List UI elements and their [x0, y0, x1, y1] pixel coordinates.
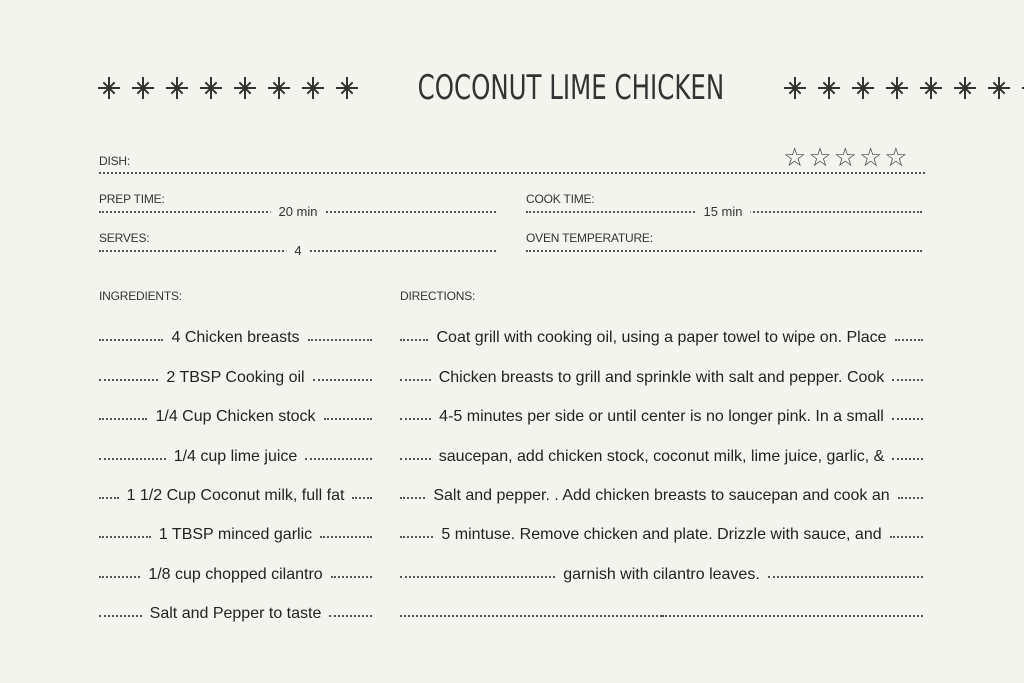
- direction-row[interactable]: [400, 604, 923, 624]
- sparkle-star-icon: [886, 77, 908, 99]
- cook-time-value: 15 min: [695, 204, 750, 219]
- ingredient-text: 2 TBSP Cooking oil: [166, 369, 305, 386]
- direction-row[interactable]: [400, 565, 923, 585]
- sparkle-star-icon: [784, 77, 806, 99]
- sparkle-star-icon: [818, 77, 840, 99]
- ingredient-row[interactable]: [99, 368, 372, 388]
- star-outline-icon[interactable]: ☆: [858, 143, 883, 173]
- direction-row[interactable]: [400, 486, 923, 506]
- sparkle-star-icon: [954, 77, 976, 99]
- prep-time-label: PREP TIME:: [99, 192, 165, 206]
- sparkle-star-icon: [234, 77, 256, 99]
- star-outline-icon[interactable]: ☆: [808, 143, 832, 173]
- ingredient-row[interactable]: [99, 525, 372, 545]
- sparkle-star-icon: [98, 77, 120, 99]
- ingredient-text: 1/4 cup lime juice: [173, 448, 298, 465]
- prep-time-value: 20 min: [270, 204, 325, 219]
- ingredient-text: 1/4 Cup Chicken stock: [155, 408, 316, 425]
- direction-text: 5 mintuse. Remove chicken and plate. Drizzle with sauce, and: [441, 526, 882, 543]
- direction-row[interactable]: [400, 525, 923, 545]
- star-outline-icon[interactable]: ☆: [884, 143, 908, 173]
- sparkle-star-icon: [988, 77, 1010, 99]
- sparkle-star-icon: [200, 77, 222, 99]
- ingredient-text: 4 Chicken breasts: [171, 329, 300, 346]
- cook-time-label: COOK TIME:: [526, 192, 595, 206]
- sparkle-star-icon: [268, 77, 290, 99]
- ingredient-row[interactable]: [99, 604, 372, 624]
- dish-label: DISH:: [99, 154, 131, 168]
- ingredient-row[interactable]: [99, 565, 372, 585]
- decoration-left: [98, 77, 358, 99]
- direction-text: Salt and pepper. . Add chicken breasts to saucepan and cook an: [433, 487, 890, 504]
- direction-row[interactable]: [400, 407, 923, 427]
- serves-label: SERVES:: [99, 231, 150, 245]
- direction-text: Chicken breasts to grill and sprinkle with salt and pepper. Cook: [438, 369, 885, 386]
- star-outline-icon[interactable]: ☆: [783, 143, 807, 173]
- ingredient-row[interactable]: [99, 486, 372, 506]
- direction-text: garnish with cilantro leaves.: [563, 566, 760, 583]
- ingredient-text: 1/8 cup chopped cilantro: [148, 566, 323, 583]
- direction-text: saucepan, add chicken stock, coconut milk, lime juice, garlic, &: [438, 448, 885, 465]
- star-outline-icon[interactable]: ☆: [833, 143, 857, 173]
- ingredient-text: Salt and Pepper to taste: [149, 605, 322, 622]
- title-row: [98, 58, 928, 118]
- ingredients-label: INGREDIENTS:: [99, 289, 182, 303]
- direction-text: Coat grill with cooking oil, using a paper towel to wipe on. Place: [436, 329, 887, 346]
- star-rating[interactable]: [783, 145, 908, 171]
- sparkle-star-icon: [920, 77, 942, 99]
- sparkle-star-icon: [852, 77, 874, 99]
- oven-temperature-line[interactable]: [526, 250, 922, 252]
- sparkle-star-icon: [302, 77, 324, 99]
- recipe-title: COCONUT LIME CHICKEN: [417, 68, 725, 108]
- direction-row[interactable]: [400, 368, 923, 388]
- directions-label: DIRECTIONS:: [400, 289, 476, 303]
- ingredient-text: 1 1/2 Cup Coconut milk, full fat: [126, 487, 345, 504]
- sparkle-star-icon: [132, 77, 154, 99]
- decoration-right: [784, 77, 1024, 99]
- ingredient-row[interactable]: [99, 447, 372, 467]
- direction-row[interactable]: [400, 328, 923, 348]
- direction-row[interactable]: [400, 447, 923, 467]
- ingredient-row[interactable]: [99, 328, 372, 348]
- ingredient-row[interactable]: [99, 407, 372, 427]
- oven-temperature-label: OVEN TEMPERATURE:: [526, 231, 653, 245]
- serves-value: 4: [286, 243, 309, 258]
- sparkle-star-icon: [336, 77, 358, 99]
- ingredient-text: 1 TBSP minced garlic: [158, 526, 313, 543]
- sparkle-star-icon: [166, 77, 188, 99]
- direction-text: 4-5 minutes per side or until center is no longer pink. In a small: [439, 408, 884, 425]
